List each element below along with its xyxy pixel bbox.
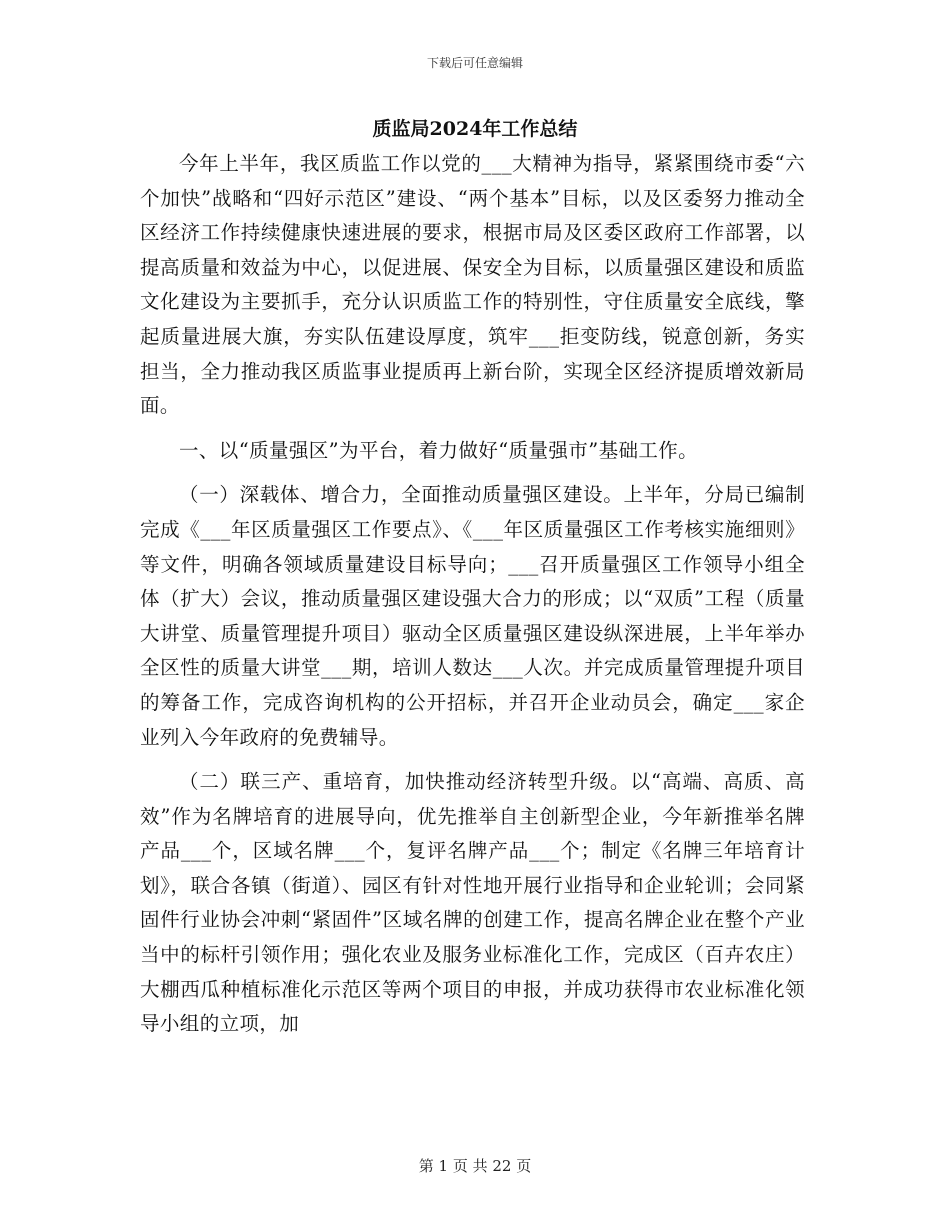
paragraph-section-heading: 一、以“质量强区”为平台，着力做好“质量强市”基础工作。 (179, 438, 699, 462)
paragraph-section-two: （二）联三产、重培育，加快推动经济转型升级。以“高端、高质、高效”作为名牌培育的进展导向，优先推举自主创新型企业，今年新推举名牌产品___个，区域名牌___个，复评名牌产品___个；制定《名牌三年培育计划》，联合各镇（街道）、园区有针对性地开展行业指导和企业轮训；会同紧固件行业协会冲刺“紧固件”区域名牌的创建工作，提高名牌企业在整个产业当中的标杆引领作用；强化农业及服务业标准化工作，完成区（百卉农庄）大棚西瓜种植标准化示范区等两个项目的申报，并成功获得市农业标准化领导小组的立项，加 (140, 770, 805, 1036)
document-body (140, 147, 805, 1042)
paragraph-section-one: （一）深载体、增合力，全面推动质量强区建设。上半年，分局已编制完成《___年区质量强区工作要点》、《___年区质量强区工作考核实施细则》等文件，明确各领域质量建设目标导向；___召开质量强区工作领导小组全体（扩大）会议，推动质量强区建设强大合力的形成；以“双质”工程（质量大讲堂、质量管理提升项目）驱动全区质量强区建设纵深进展，上半年举办全区性的质量大讲堂___期，培训人数达___人次。并完成质量管理提升项目的筹备工作，完成咨询机构的公开招标，并召开企业动员会，确定___家企业列入今年政府的免费辅导。 (140, 483, 805, 749)
paragraph-intro: 今年上半年，我区质监工作以党的___大精神为指导，紧紧围绕市委“六个加快”战略和“四好示范区”建设、“两个基本”目标，以及区委努力推动全区经济工作持续健康快速进展的要求，根据市局及区委区政府工作部署，以提高质量和效益为中心，以促进展、保安全为目标，以质量强区建设和质监文化建设为主要抓手，充分认识质监工作的特别性，守住质量安全底线，擎起质量进展大旗，夯实队伍建设厚度，筑牢___拒变防线，锐意创新，务实担当，全力推动我区质监事业提质再上新台阶，实现全区经济提质增效新局面。 (140, 152, 805, 418)
page-header-note: 下载后可任意编辑 (426, 56, 523, 70)
page-number: 第 1 页 共 22 页 (418, 1157, 532, 1175)
document-title: 质监局2024年工作总结 (372, 118, 578, 140)
